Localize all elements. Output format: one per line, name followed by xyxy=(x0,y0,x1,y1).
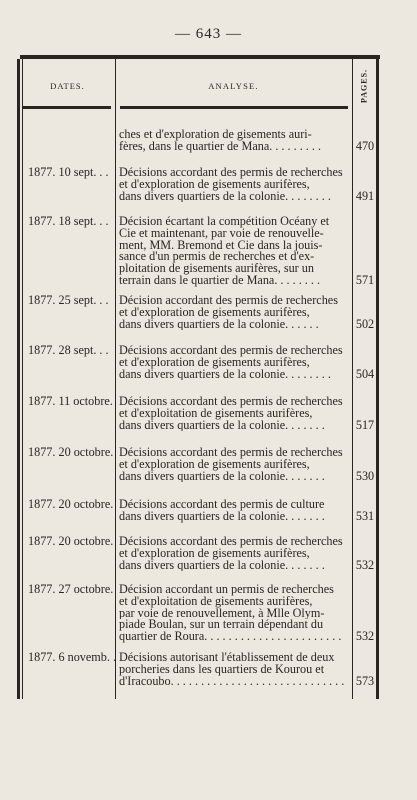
entry-date: 1877. 27 octobre. xyxy=(28,582,114,596)
analysis-line: et d'exploitation de gisements aurifères, xyxy=(119,595,313,608)
analysis-line: et d'exploitation de gisements aurifères, xyxy=(119,407,313,420)
entry-page: 531 xyxy=(355,508,375,523)
analysis-line: quartier de Roura. . . . . . . . . . . . . . . . . . . . . . . xyxy=(119,631,342,643)
entry-page: 532 xyxy=(355,557,375,572)
entry-date: 1877. 18 sept. . . xyxy=(28,214,109,228)
analysis-line: Décisions accordant des permis de recherches xyxy=(119,345,343,357)
entry-analysis xyxy=(119,345,347,380)
entry-page: 573 xyxy=(355,673,375,688)
analysis-line: Décisions accordant des permis de recherches xyxy=(119,536,343,548)
entry-page: 491 xyxy=(355,188,375,203)
header-analyse: ANALYSE. xyxy=(208,81,259,91)
analysis-line: dans divers quartiers de la colonie. . . . . . . . xyxy=(119,190,331,203)
entry-analysis xyxy=(119,167,347,202)
header-pages-label: PAGES. xyxy=(359,68,369,103)
header-pages xyxy=(352,63,376,108)
analysis-line: ploitation de gisements aurifères, sur un xyxy=(119,263,314,275)
analysis-line: Cie et maintenant, par voie de renouvelle- xyxy=(119,227,324,240)
entry-date: 1877. 20 octobre. xyxy=(28,534,114,548)
entry-analysis xyxy=(119,295,347,330)
analysis-line: Décisions accordant des permis de culture xyxy=(119,499,325,511)
entry-analysis xyxy=(119,499,347,523)
entry-date: 1877. 11 octobre. xyxy=(28,394,113,408)
analysis-line: dans divers quartiers de la colonie. . . . . . . xyxy=(119,470,325,483)
dates-column-rule xyxy=(115,59,116,699)
entry-date: 1877. 28 sept. . . xyxy=(28,343,109,357)
entry-analysis xyxy=(119,396,347,431)
analysis-line: fères, dans le quartier de Mana. . . . . . . . . xyxy=(119,140,322,153)
header-dates: DATES. xyxy=(50,81,85,91)
analysis-line: dans divers quartiers de la colonie. . . . . . . . xyxy=(119,368,331,381)
analysis-line: dans divers quartiers de la colonie. . . . . . . xyxy=(119,559,325,572)
entry-page: 571 xyxy=(355,273,375,287)
table-right-border xyxy=(376,59,379,699)
analysis-line: Décision écartant la compétition Océany et xyxy=(119,216,330,228)
analysis-line: Décision accordant des permis de recherches xyxy=(119,295,338,307)
analysis-line: dans divers quartiers de la colonie. . . . . . xyxy=(119,318,319,331)
entry-analysis xyxy=(119,216,347,287)
entry-analysis xyxy=(119,584,347,643)
analysis-line: piade Boulan, sur un terrain dépendant du xyxy=(119,619,324,632)
page-number: — 643 — xyxy=(175,26,242,42)
entry-date: 1877. 6 novemb. . xyxy=(28,650,117,664)
analysis-line: dans divers quartiers de la colonie. . . . . . . xyxy=(119,419,325,432)
analysis-line: et d'exploration de gisements aurifères, xyxy=(119,306,310,319)
entry-page: 504 xyxy=(355,366,375,381)
analysis-line: d'Iracoubo. . . . . . . . . . . . . . . . . . . . . . . . . . . . . xyxy=(119,675,345,688)
entry-page: 502 xyxy=(355,316,375,331)
analysis-line: et d'exploration de gisements aurifères, xyxy=(119,458,310,471)
header-rule-dates xyxy=(23,106,111,109)
entry-analysis xyxy=(119,447,347,482)
analysis-line: par voie de renouvellement, à Mlle Olym- xyxy=(119,607,325,620)
index-table xyxy=(20,55,380,699)
table-left-inner-rule xyxy=(22,59,23,699)
analysis-line: sance d'un permis de recherches et d'ex- xyxy=(119,251,315,264)
entry-page: 532 xyxy=(355,629,375,644)
analysis-line: dans divers quartiers de la colonie. . . . . . . xyxy=(119,510,325,523)
entry-date: 1877. 10 sept. . . xyxy=(28,165,109,179)
analysis-line: terrain dans le quartier de Mana. . . . . . . . xyxy=(119,274,321,287)
analysis-line: ment, MM. Bremond et Cie dans la jouis- xyxy=(119,239,323,252)
analysis-line: Décisions accordant des permis de recherches xyxy=(119,447,343,459)
entry-date: 1877. 20 octobre. xyxy=(28,497,114,511)
entry-page: 530 xyxy=(355,468,375,483)
entry-page: 517 xyxy=(355,417,375,432)
pages-column-rule xyxy=(352,59,353,699)
analysis-line: Décision accordant un permis de recherches xyxy=(119,584,334,596)
entry-analysis xyxy=(119,129,347,153)
analysis-line: porcheries dans les quartiers de Kourou et xyxy=(119,663,325,676)
analysis-line: et d'exploration de gisements aurifères, xyxy=(119,356,310,369)
header-rule-analyse xyxy=(120,106,348,109)
entry-analysis xyxy=(119,652,347,687)
entry-page: 470 xyxy=(355,138,375,153)
table-left-border xyxy=(17,59,20,699)
analysis-line: Décisions accordant des permis de recherches xyxy=(119,167,343,179)
analysis-line: Décisions accordant des permis de recherches xyxy=(119,396,343,408)
table-header xyxy=(20,63,380,108)
entry-date: 1877. 25 sept. . . xyxy=(28,293,109,307)
analysis-line: Décisions autorisant l'établissement de deux xyxy=(119,652,335,664)
entry-analysis xyxy=(119,536,347,571)
analysis-line: et d'exploration de gisements aurifères, xyxy=(119,178,310,191)
analysis-line: et d'exploration de gisements aurifères, xyxy=(119,547,310,560)
analysis-line: ches et d'exploration de gisements auri- xyxy=(119,129,312,141)
entry-date: 1877. 20 octobre. xyxy=(28,445,114,459)
